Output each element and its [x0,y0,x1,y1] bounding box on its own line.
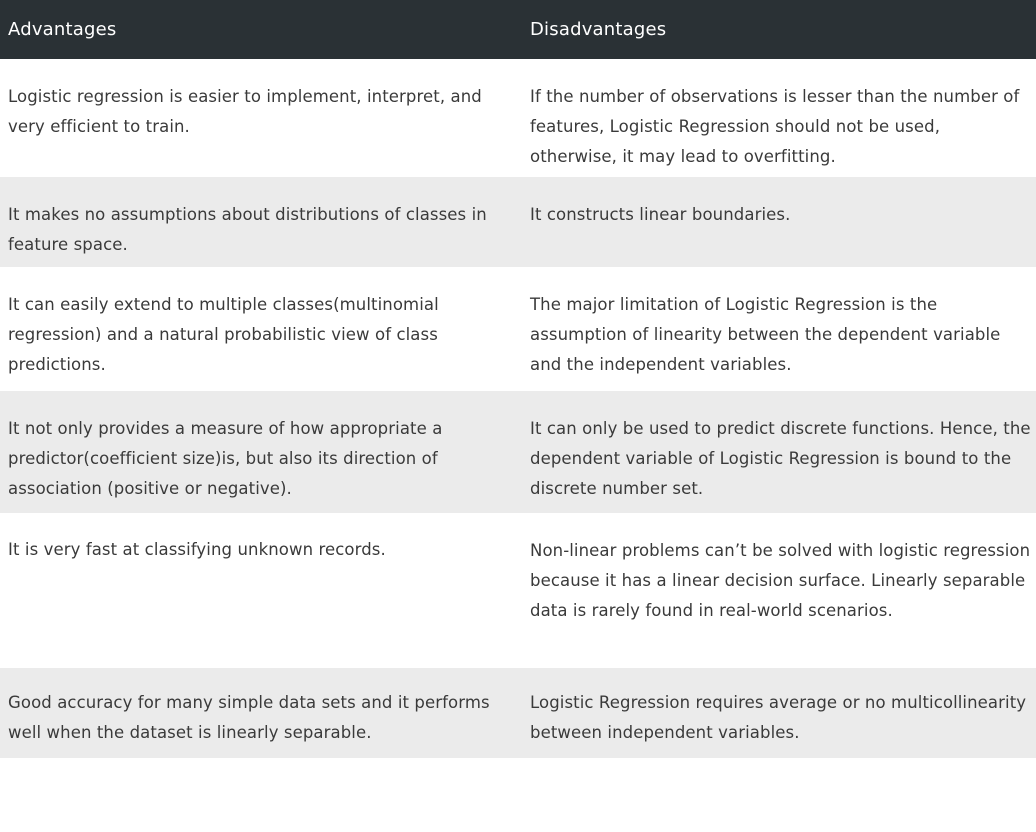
disadvantage-cell: The major limitation of Logistic Regression is the assumption of linearity between the dependent variable and the independent variables. [530,295,1001,374]
disadvantage-cell: Non-linear problems can’t be solved with logistic regression because it has a linear decision surface. Linearly separable data is rarely found in real-world scenarios. [530,541,1031,620]
table-row [0,177,1036,267]
advantage-cell: It not only provides a measure of how appropriate a predictor(coefficient size)is, but also its direction of association (positive or negative). [8,419,443,498]
advantage-cell: It is very fast at classifying unknown records. [8,540,386,559]
advantage-cell: It can easily extend to multiple classes(multinomial regression) and a natural probabilistic view of class predictions. [8,295,439,374]
disadvantage-cell: If the number of observations is lesser than the number of features, Logistic Regression should not be used, otherwise, it may lead to overfitting. [530,87,1020,166]
table-row [0,513,1036,668]
table-row [0,267,1036,391]
advantage-cell: It makes no assumptions about distributions of classes in feature space. [8,205,487,254]
table-row [0,59,1036,177]
advantage-cell: Logistic regression is easier to implement, interpret, and very efficient to train. [8,87,482,136]
table-row [0,668,1036,758]
disadvantage-cell: It constructs linear boundaries. [530,205,791,224]
table-header-row [0,0,1036,59]
advantage-cell: Good accuracy for many simple data sets and it performs well when the dataset is linearly separable. [8,693,490,742]
header-disadvantages: Disadvantages [530,19,667,40]
disadvantage-cell: Logistic Regression requires average or no multicollinearity between independent variables. [530,693,1027,742]
header-advantages: Advantages [8,19,117,40]
table-row [0,391,1036,513]
disadvantage-cell: It can only be used to predict discrete functions. Hence, the dependent variable of Logistic Regression is bound to the discrete number set. [530,419,1031,498]
